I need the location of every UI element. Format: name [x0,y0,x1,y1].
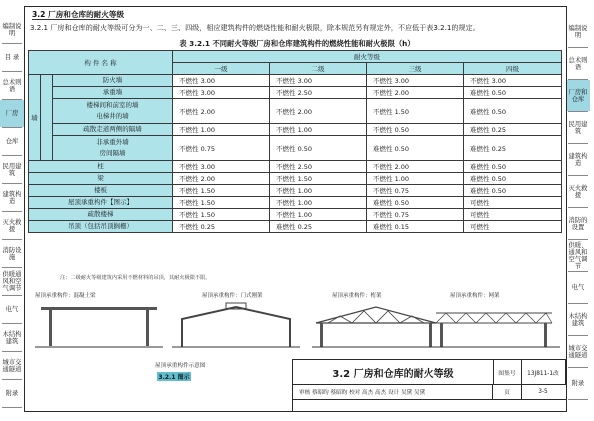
rating-cell: 不燃性 3.00 [367,75,464,87]
rating-cell: 不燃性 2.00 [270,99,367,124]
sidebar-tab-item[interactable]: 消防设施 [2,246,22,261]
component-name-cell: 非承重外墙 房间隔墙 [53,136,173,161]
rating-cell: 不燃性 2.50 [270,87,367,99]
rating-cell: 不燃性 3.00 [270,75,367,87]
sidebar-tab-item[interactable]: 城市交通隧道 [2,358,22,373]
sidebar-tab-item[interactable]: 电气 [571,284,585,291]
rating-cell: 难燃性 0.50 [464,185,562,197]
rating-cell: 难燃性 0.25 [270,221,367,233]
figure-space-grid [432,291,560,351]
rating-cell: 不燃性 1.00 [270,185,367,197]
right-sidebar [566,6,590,410]
sidebar-tab-item[interactable]: 编制说明 [2,22,22,37]
rating-cell: 不燃性 0.25 [173,221,270,233]
sidebar-tab-item[interactable]: 附录 [571,380,585,387]
rating-cell: 不燃性 1.00 [173,124,270,136]
space-grid-drawing [432,301,560,351]
header-level-4: 四级 [464,63,562,75]
rating-cell: 不燃性 2.00 [367,161,464,173]
sidebar-tab-item[interactable]: 总术则语 [568,56,588,71]
rating-cell: 不燃性 1.00 [270,209,367,221]
rating-cell: 不燃性 2.50 [270,161,367,173]
sidebar-tab-item[interactable]: 仓库 [5,138,19,145]
component-name-cell: 吊顶（包括吊顶搁栅） [29,221,173,233]
rating-cell: 不燃性 2.00 [173,99,270,124]
header-component-name: 构 件 名 称 [29,51,173,75]
rating-cell: 不燃性 0.75 [367,209,464,221]
table-row [29,221,562,233]
figure-label: 屋顶承重构件：混凝土梁 [35,293,96,299]
page-label: 页 [493,384,522,399]
sidebar-tab-item[interactable]: 总术则语 [2,78,22,93]
concrete-beam-drawing [35,301,163,351]
sidebar-tab-item[interactable]: 灭火救援 [568,184,588,199]
sidebar-tab-item[interactable]: 厂房和仓库 [566,80,590,111]
rating-cell: 难燃性 0.50 [464,161,562,173]
sidebar-tab-item[interactable]: 电气 [5,306,19,313]
sidebar-tab-item[interactable]: 木结构建筑 [568,312,588,327]
header-level-2: 二级 [270,63,367,75]
rating-cell: 不燃性 3.00 [464,75,562,87]
component-name-cell: 楼板 [29,185,173,197]
sidebar-tab-item[interactable]: 城市交通隧道 [568,344,588,359]
sidebar-tab-item[interactable]: 供暖、通风和空气调节 [568,241,588,270]
sidebar-tab-item[interactable]: 编制说明 [568,24,588,39]
component-name-cell: 防火墙 [53,75,173,87]
rating-cell: 不燃性 1.50 [173,209,270,221]
rating-cell: 不燃性 0.75 [173,136,270,161]
component-name-cell: 疏散楼梯 [29,209,173,221]
table-row [29,99,562,124]
sidebar-tab-item[interactable]: 建筑构造 [568,152,588,167]
section-title-underline [32,19,118,20]
sidebar-tab-item[interactable]: 供暖通风和空气调节 [2,271,22,292]
sidebar-tab-item[interactable]: 消防的设置 [568,216,588,231]
rating-cell: 可燃性 [464,197,562,209]
table-row [29,161,562,173]
rating-cell: 难燃性 0.50 [367,197,464,209]
wall-group-spacer [41,75,53,161]
sidebar-tab-item[interactable]: 附录 [5,390,19,397]
component-name-cell: 梁 [29,173,173,185]
figure-caption: 屋顶承重构件示意图 [155,363,206,369]
title-block-title: 3.2 厂房和仓库的耐火等级 [293,360,494,385]
figure-tag: 3.2.1 图示 [158,374,190,381]
component-name-cell: 屋顶承重构件【图示】 [29,197,173,209]
truss-drawing [312,301,440,351]
rating-cell: 难燃性 0.25 [464,124,562,136]
rating-cell: 不燃性 1.50 [270,173,367,185]
clause-text: 3.2.1 厂房和仓库的耐火等级可分为一、二、三、四级，相应建筑构件的燃烧性能和耐火极限，除本规范另有规定外，不应低于表3.2.1的规定。 [30,23,480,32]
table-row [29,209,562,221]
figure-portal-frame [172,291,300,351]
rating-cell: 难燃性 0.50 [464,173,562,185]
header-fire-rating: 耐火等级 [173,51,562,63]
header-level-3: 三级 [367,63,464,75]
rating-cell: 不燃性 1.50 [173,185,270,197]
component-name-cell: 承重墙 [53,87,173,99]
rating-cell: 不燃性 2.00 [173,173,270,185]
rating-cell: 不燃性 1.00 [367,173,464,185]
title-block [292,359,566,411]
component-name-cell: 疏散走道两侧的隔墙 [53,124,173,136]
rating-cell: 可燃性 [464,209,562,221]
rating-cell: 不燃性 3.00 [173,161,270,173]
table-row [29,75,562,87]
rating-cell: 不燃性 0.50 [270,136,367,161]
rating-cell: 不燃性 1.00 [270,197,367,209]
sidebar-tab-item[interactable]: 民用建筑 [2,162,22,177]
sidebar-tab-item[interactable]: 木结构建筑 [2,330,22,345]
atlas-number: 13J811-1改 [521,360,566,385]
component-name-cell: 楼梯间和前室的墙 电梯井的墙 [53,99,173,124]
section-title: 3.2 厂房和仓库的耐火等级 [32,10,125,19]
rating-cell: 不燃性 2.00 [367,87,464,99]
rating-cell: 难燃性 0.25 [464,136,562,161]
sidebar-separator [568,399,588,400]
header-level-1: 一级 [173,63,270,75]
table-row [29,136,562,161]
figure-truss [312,291,440,351]
sidebar-tab-item[interactable]: 建筑构造 [2,190,22,205]
table-note: 注：二级耐火等级建筑内采用不燃材料的吊顶，其耐火极限不限。 [60,275,211,281]
rating-cell: 不燃性 1.50 [173,197,270,209]
rating-cell: 不燃性 1.00 [270,124,367,136]
rating-cell: 难燃性 0.50 [464,99,562,124]
sidebar-tab-item[interactable]: 厂房 [0,100,24,127]
table-row [29,87,562,99]
sidebar-tab-item[interactable]: 灭火救援 [2,218,22,233]
figure-label: 屋顶承重构件：网架 [450,293,500,299]
table-row [29,185,562,197]
rating-cell: 难燃性 0.50 [367,136,464,161]
rating-cell: 不燃性 0.50 [367,124,464,136]
rating-cell: 难燃性 0.50 [464,87,562,99]
rating-cell: 不燃性 3.00 [173,87,270,99]
fire-rating-table [28,50,562,233]
sidebar-tab-item[interactable]: 目 录 [4,54,20,61]
atlas-label: 图集号 [493,360,522,385]
left-sidebar [0,6,24,410]
table-row [29,173,562,185]
rating-cell: 不燃性 1.50 [367,99,464,124]
rating-cell: 不燃性 0.75 [367,185,464,197]
page-number: 3-5 [538,388,548,395]
table-row [29,124,562,136]
wall-group-label: 墙 [29,75,41,161]
table-row [29,197,562,209]
portal-frame-drawing [172,301,300,351]
review-row [293,384,566,400]
review-signatures: 审核 蔡昭昀 蔡昭昀 校对 高杰 高杰 设计 吴黛 吴黛 [293,384,493,399]
rating-cell: 不燃性 3.00 [173,75,270,87]
rating-cell: 可燃性 [464,221,562,233]
sidebar-tab-item[interactable]: 民用建筑 [568,120,588,135]
sidebar-separator [2,407,22,408]
figure-label: 屋顶承重构件：桁架 [332,293,382,299]
table-title: 表 3.2.1 不同耐火等级厂房和仓库建筑构件的燃烧性能和耐火极限（h） [179,39,415,48]
figure-label: 屋顶承重构件：门式刚架 [202,293,263,299]
component-name-cell: 柱 [29,161,173,173]
figure-concrete-beam [35,291,163,351]
rating-cell: 难燃性 0.15 [367,221,464,233]
